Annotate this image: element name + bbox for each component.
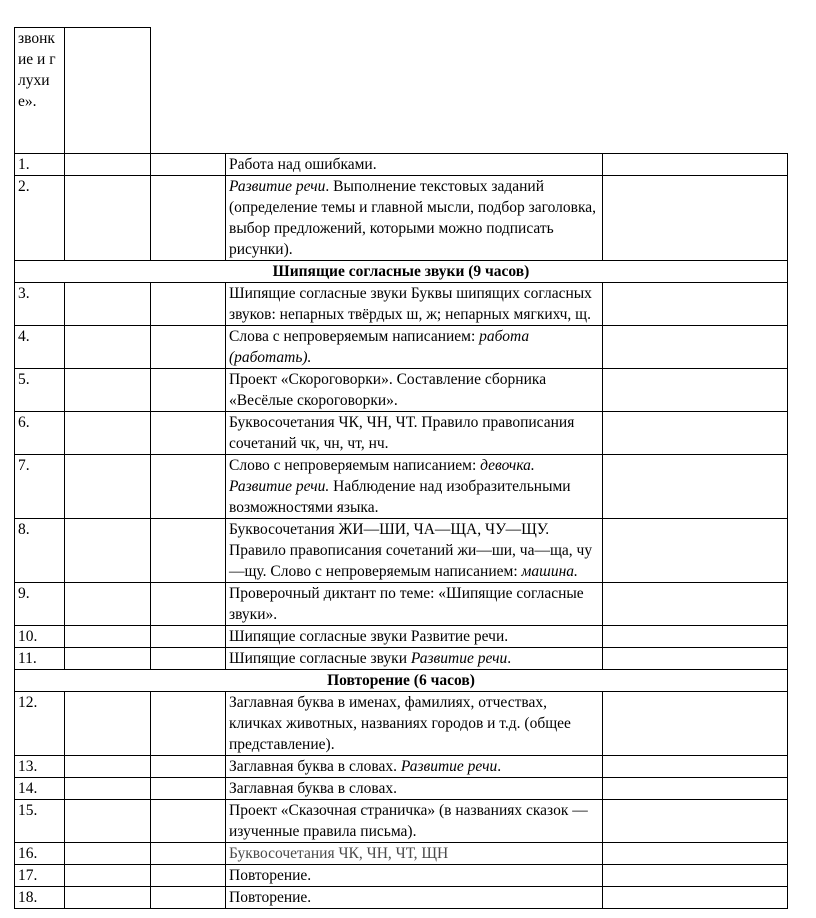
empty-cell [603,778,788,800]
lesson-number: 6. [15,412,65,455]
empty-cell [603,154,788,176]
topic-text-part: Развитие речи [229,178,326,195]
lesson-number: 3. [15,283,65,326]
empty-cell [65,412,151,455]
topic-text-part: Шипящие согласные звуки [229,650,411,667]
empty-cell [603,626,788,648]
empty-cell [151,756,226,778]
table-row [15,800,788,843]
empty-cell [151,519,226,583]
topic-text-part: Буквосочетания ЧК, ЧН, ЧТ, ЩН [229,845,449,862]
topic-text-part: Повторение. [229,867,312,884]
empty-cell [603,283,788,326]
lesson-number: 17. [15,865,65,887]
table-row [15,455,788,519]
lesson-number: 10. [15,626,65,648]
table-row [15,519,788,583]
section-header-row [15,670,788,692]
lesson-number: 15. [15,800,65,843]
lesson-number: 2. [15,176,65,261]
lesson-number: 18. [15,887,65,909]
lesson-number: 13. [15,756,65,778]
lesson-number: 14. [15,778,65,800]
empty-cell [65,887,151,909]
empty-cell [603,887,788,909]
empty-cell [151,176,226,261]
topic-text-part: Слово с непроверяемым написанием: [229,457,481,474]
empty-cell [65,756,151,778]
empty-cell [603,648,788,670]
table-row [15,692,788,756]
table-row [15,843,788,865]
empty-cell [151,778,226,800]
empty-cell [603,326,788,369]
lesson-number: 4. [15,326,65,369]
lesson-topic [226,283,603,326]
table-row [15,176,788,261]
topic-text-part: Развитие речи [410,650,508,667]
topic-text-part: Буквосочетания ЧК, ЧН, ЧТ. Правило правописания сочетаний чк, чн, чт, нч. [229,414,575,452]
lesson-topic [226,800,603,843]
topic-text-part: Шипящие согласные звуки Буквы шипящих согласных звуков: непарных твёрдых ш, ж; непарных мягкихч, щ. [229,285,592,323]
lesson-topic [226,756,603,778]
empty-cell [151,648,226,670]
topic-text-part: Проверочный диктант по теме: «Шипящие согласные звуки». [229,585,584,623]
table-row [15,778,788,800]
table-row [15,583,788,626]
topic-text-part: Шипящие согласные звуки Развитие речи. [229,628,509,645]
empty-cell [603,455,788,519]
topic-text-part: Проект «Сказочная страничка» (в названиях сказок — изученные правила письма). [229,802,588,840]
empty-cell [65,519,151,583]
empty-cell [151,583,226,626]
table-row [15,865,788,887]
lesson-topic [226,154,603,176]
empty-cell [65,154,151,176]
table-row-top-fragment [15,28,788,154]
empty-cell [603,583,788,626]
empty-cell [151,692,226,756]
empty-cell [603,692,788,756]
table-row [15,626,788,648]
table-row [15,887,788,909]
empty-cell [65,778,151,800]
topic-text-part: Повторение. [229,889,312,906]
lesson-number: 16. [15,843,65,865]
empty-cell [603,756,788,778]
top-fragment-cell [15,28,65,154]
empty-cell [151,326,226,369]
empty-cell [65,692,151,756]
table-row [15,412,788,455]
topic-text-part: работа (работать). [229,328,530,366]
lesson-plan-table [14,27,788,909]
lesson-topic [226,843,603,865]
table-row [15,326,788,369]
empty-cell [65,800,151,843]
table-row [15,756,788,778]
lesson-topic [226,648,603,670]
empty-cell [65,176,151,261]
lesson-number: 12. [15,692,65,756]
empty-cell [151,800,226,843]
empty-cell [151,887,226,909]
topic-text-part: Буквосочетания ЖИ—ШИ, ЧА—ЩА, ЧУ—ЩУ. Правило правописания сочетаний жи—ши, ча—ща, чу—щу. Слово с непроверяемым написанием: [229,521,593,580]
topic-text-part: Проект «Скороговорки». Составление сборника «Весёлые скороговорки». [229,371,547,409]
topic-text-part: Заглавная буква в словах. [229,758,401,775]
empty-cell [65,648,151,670]
empty-cell [603,176,788,261]
empty-cell [65,283,151,326]
topic-text-part: Развитие речи [400,758,498,775]
lesson-number: 5. [15,369,65,412]
empty-cell [603,369,788,412]
section-title: Шипящие согласные звуки (9 часов) [15,261,788,283]
table-row [15,283,788,326]
empty-cell [151,412,226,455]
table-row [15,154,788,176]
topic-text-part: девочка. Развитие речи. [229,457,535,495]
lesson-topic [226,583,603,626]
empty-cell [65,455,151,519]
empty-cell [603,412,788,455]
empty-cell [151,626,226,648]
topic-text-part: машина. [521,563,578,580]
lesson-number: 8. [15,519,65,583]
lesson-topic [226,865,603,887]
topic-text-part: Работа над ошибками. [229,156,377,173]
topic-text-part: Наблюдение над изобразительными возможностями языка. [229,478,571,516]
top-empty-cell [65,28,151,154]
section-header-row [15,261,788,283]
lesson-topic [226,778,603,800]
topic-text-part: Заглавная буква в именах, фамилиях, отчествах, кличках животных, названиях городов и т.д. (общее представление). [229,694,571,753]
empty-cell [603,519,788,583]
lesson-topic [226,176,603,261]
empty-cell [65,326,151,369]
topic-text-part: . Выполнение текстовых заданий (определение темы и главной мысли, подбор заголовка, выбор предложений, которыми можно подписать рисунки). [229,178,596,258]
empty-cell [65,865,151,887]
lesson-number: 7. [15,455,65,519]
empty-cell [603,800,788,843]
empty-cell [65,843,151,865]
table-row [15,648,788,670]
lesson-number: 1. [15,154,65,176]
empty-cell [65,583,151,626]
lesson-number: 11. [15,648,65,670]
lesson-topic [226,692,603,756]
topic-text-part: Слова с непроверяемым написанием: [229,328,480,345]
lesson-topic [226,412,603,455]
empty-cell [65,369,151,412]
topic-text-part: . [497,758,502,775]
lesson-topic [226,887,603,909]
topic-text-part: . [507,650,512,667]
empty-cell [151,865,226,887]
table-body [15,28,788,909]
empty-cell [603,843,788,865]
empty-cell [151,843,226,865]
topic-text-part: Заглавная буква в словах. [229,780,397,797]
empty-cell [151,283,226,326]
empty-cell [151,455,226,519]
lesson-number: 9. [15,583,65,626]
table-row [15,369,788,412]
lesson-topic [226,369,603,412]
empty-cell [603,865,788,887]
lesson-topic [226,519,603,583]
section-title: Повторение (6 часов) [15,670,788,692]
empty-cell [65,626,151,648]
lesson-topic [226,326,603,369]
lesson-topic [226,626,603,648]
top-fragment-text: звонкие и глухие». [18,30,56,110]
empty-cell [151,369,226,412]
empty-cell [151,154,226,176]
lesson-topic [226,455,603,519]
